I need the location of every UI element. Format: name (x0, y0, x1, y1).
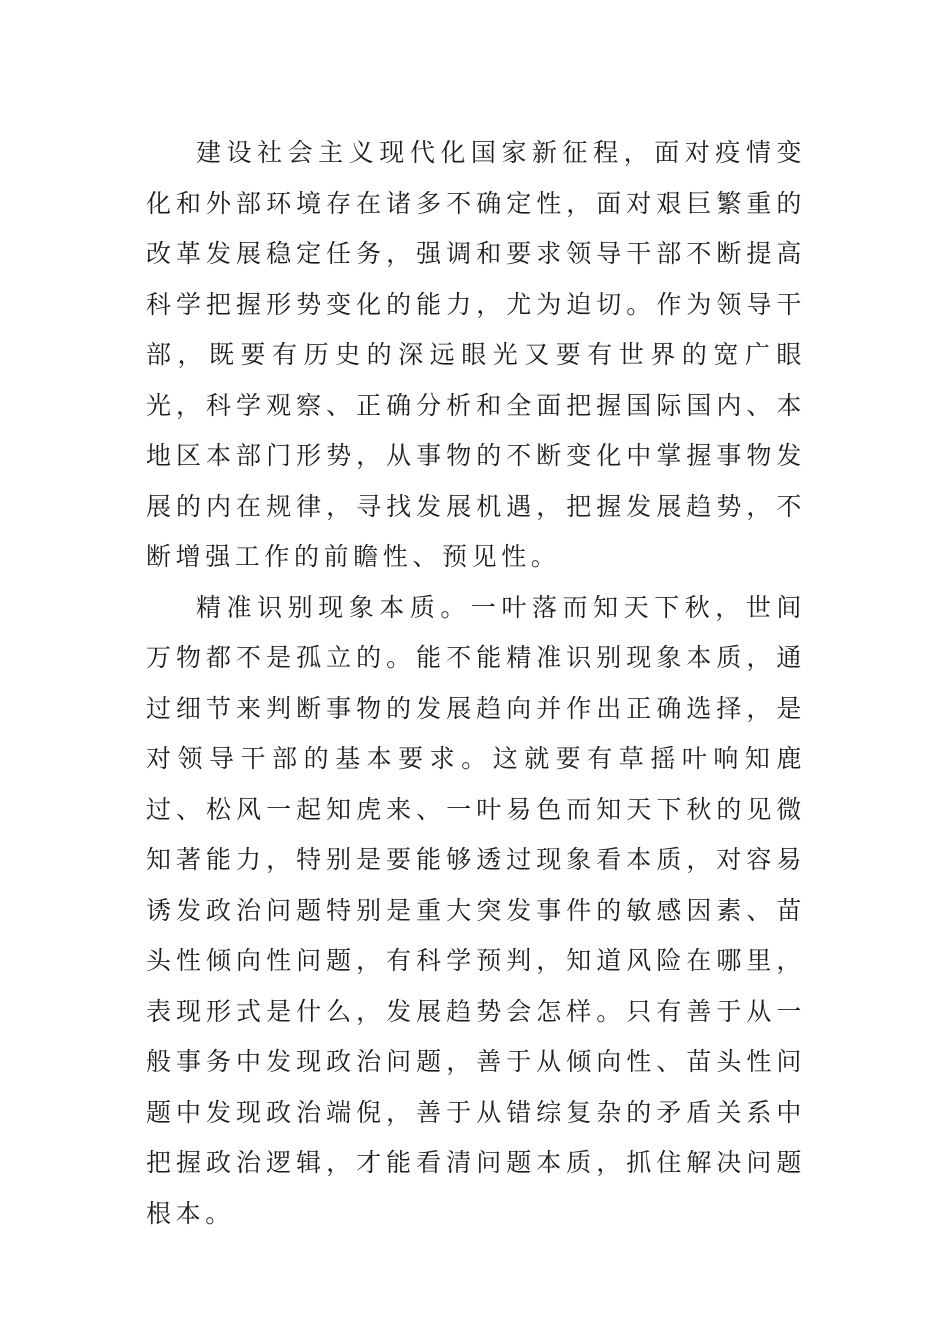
paragraph-2: 精准识别现象本质。一叶落而知天下秋，世间万物都不是孤立的。能不能精准识别现象本质，通过细节来判断事物的发展趋向并作出正确选择，是对领导干部的基本要求。这就要有草摇叶响知鹿过、松风一起知虎来、一叶易色而知天下秋的见微知著能力，特别是要能够透过现象看本质，对容易诱发政治问题特别是重大突发事件的敏感因素、苗头性倾向性问题，有科学预判，知道风险在哪里，表现形式是什么，发展趋势会怎样。只有善于从一般事务中发现政治问题，善于从倾向性、苗头性问题中发现政治端倪，善于从错综复杂的矛盾关系中把握政治逻辑，才能看清问题本质，抓住解决问题根本。 (146, 592, 806, 1228)
paragraph-1: 建设社会主义现代化国家新征程，面对疫情变化和外部环境存在诸多不确定性，面对艰巨繁重的改革发展稳定任务，强调和要求领导干部不断提高科学把握形势变化的能力，尤为迫切。作为领导干部，既要有历史的深远眼光又要有世界的宽广眼光，科学观察、正确分析和全面把握国际国内、本地区本部门形势，从事物的不断变化中掌握事物发展的内在规律，寻找发展机遇，把握发展趋势，不断增强工作的前瞻性、预见性。 (146, 138, 806, 571)
document-body (146, 128, 806, 1239)
